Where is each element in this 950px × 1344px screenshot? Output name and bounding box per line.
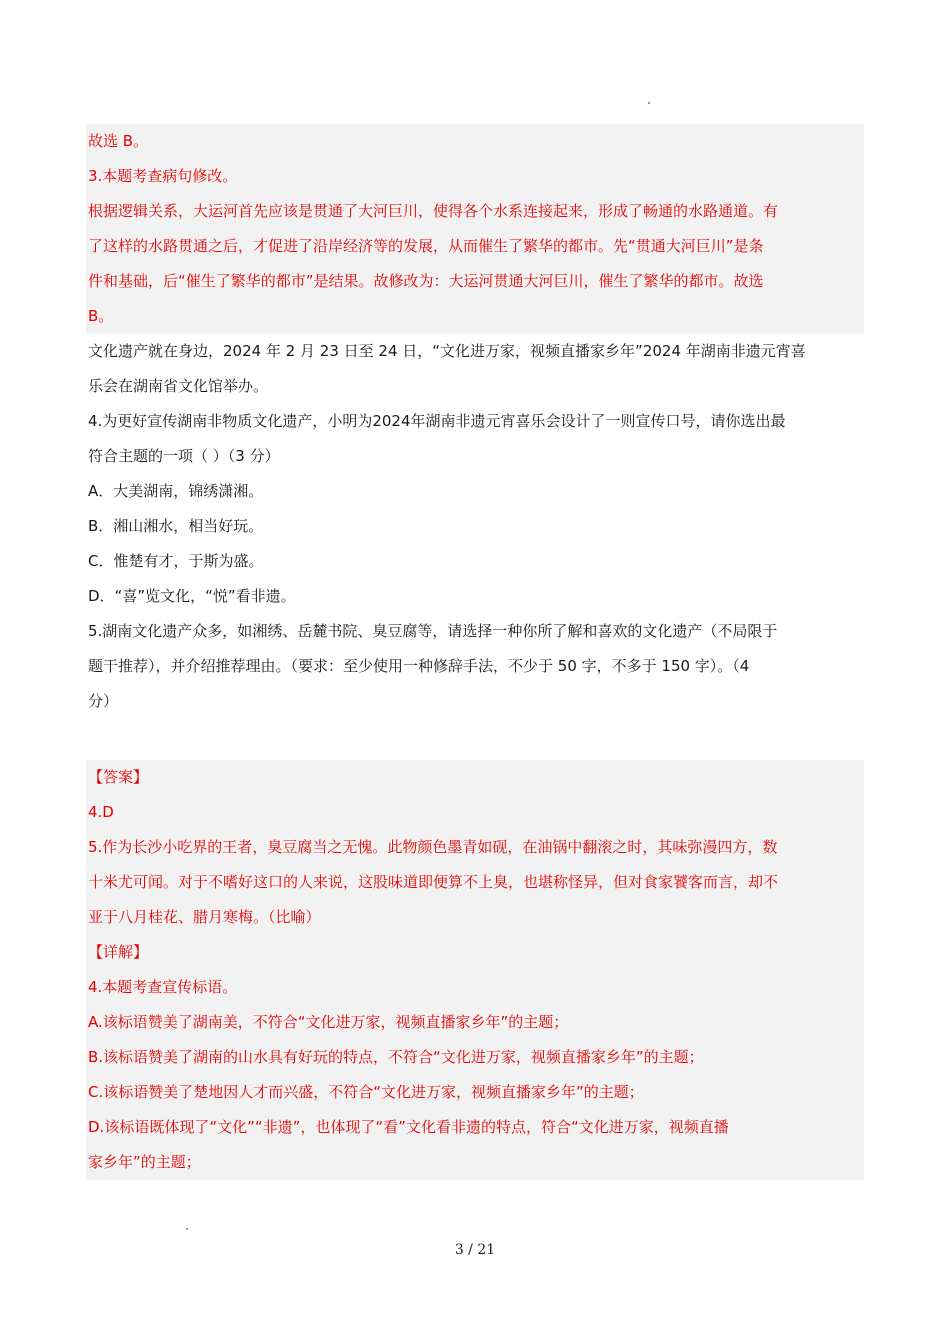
- text-line: 5.作为长沙小吃界的王者，臭豆腐当之无愧。此物颜色墨青如砚，在油锅中翻滚之时，其味弥漫四方，数: [88, 838, 778, 856]
- explanation-block-q3: [86, 124, 864, 334]
- option-d: D．“喜”览文化，“悦”看非遗。: [88, 587, 296, 605]
- page-number: 3 / 21: [454, 1242, 496, 1258]
- blank-gap: [86, 719, 864, 760]
- scan-dot-bottom: [186, 1228, 188, 1230]
- text-line: B.该标语赞美了湖南的山水具有好玩的特点，不符合“文化进万家，视频直播家乡年”的主题；: [88, 1048, 704, 1066]
- page-body: [86, 124, 864, 1180]
- text-line: D.该标语既体现了“文化”“非遗”，也体现了“看”文化看非遗的特点，符合“文化进万家，视频直播: [88, 1118, 729, 1136]
- text-line: 十米尤可闻。对于不嗜好这口的人来说，这股味道即便算不上臭，也堪称怪异，但对食家饕客而言，却不: [88, 873, 779, 891]
- text-line: 根据逻辑关系，大运河首先应该是贯通了大河巨川，使得各个水系连接起来，形成了畅通的水路通道。有: [88, 202, 779, 220]
- text-line: 亚于八月桂花、腊月寒梅。（比喻）: [88, 908, 321, 926]
- text-line: 故选 B。: [88, 132, 149, 150]
- text-line: 乐会在湖南省文化馆举办。: [88, 377, 269, 395]
- scan-dot-top: [648, 102, 650, 104]
- question-4-stem: 4.为更好宣传湖南非物质文化遗产，小明为2024年湖南非遗元宵喜乐会设计了一则宣传口号，请你选出最: [88, 412, 786, 430]
- answer-heading: 【答案】: [88, 768, 149, 786]
- answer-block: [86, 760, 864, 1180]
- text-line: 了这样的水路贯通之后，才促进了沿岸经济等的发展，从而催生了繁华的都市。先“贯通大河巨川”是条: [88, 237, 764, 255]
- text-line: C.该标语赞美了楚地因人才而兴盛，不符合“文化进万家，视频直播家乡年”的主题；: [88, 1083, 644, 1101]
- question-4-stem: 符合主题的一项（ ）（3 分）: [88, 447, 280, 465]
- question-5-stem: 分）: [88, 692, 119, 710]
- text-line: 家乡年”的主题；: [88, 1153, 201, 1171]
- text-line: 4.本题考查宣传标语。: [88, 978, 238, 996]
- text-line: 4.D: [88, 803, 114, 821]
- question-5-stem: 题干推荐），并介绍推荐理由。（要求：至少使用一种修辞手法，不少于 50 字，不多于 150 字）。（4: [88, 657, 750, 675]
- text-line: B。: [88, 307, 114, 325]
- text-line: A.该标语赞美了湖南美，不符合“文化进万家，视频直播家乡年”的主题；: [88, 1013, 569, 1031]
- question-5-stem: 5.湖南文化遗产众多，如湘绣、岳麓书院、臭豆腐等，请选择一种你所了解和喜欢的文化遗产（不局限于: [88, 622, 778, 640]
- text-line: 文化遗产就在身边，2024 年 2 月 23 日至 24 日，“文化进万家，视频直播家乡年”2024 年湖南非遗元宵喜: [88, 342, 806, 360]
- option-c: C．惟楚有才，于斯为盛。: [88, 552, 264, 570]
- explanation-heading: 【详解】: [88, 943, 149, 961]
- option-b: B．湘山湘水，相当好玩。: [88, 517, 264, 535]
- question-block: [86, 334, 864, 719]
- text-line: 件和基础，后“催生了繁华的都市”是结果。故修改为：大运河贯通大河巨川，催生了繁华的都市。故选: [88, 272, 764, 290]
- text-line: 3.本题考查病句修改。: [88, 167, 238, 185]
- option-a: A．大美湖南，锦绣潇湘。: [88, 482, 264, 500]
